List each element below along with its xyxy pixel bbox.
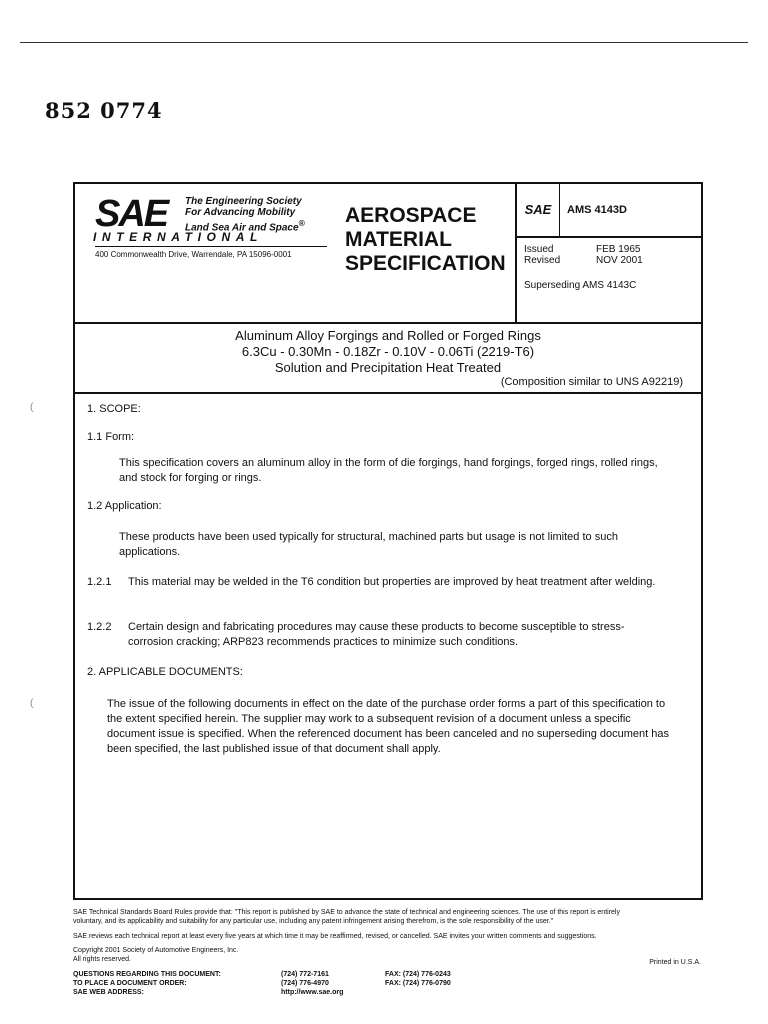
contact-label: SAE WEB ADDRESS: [73,989,144,996]
sae-logo-mark: SAE [95,193,168,235]
document-number: 852 0774 [45,98,163,123]
clause-number: 1.2.2 [87,621,112,633]
spec-title [345,204,515,276]
clause-text: Certain design and fabricating procedures may cause these products to become susceptible to stress-corrosion cracking; ARP823 recommends practices to minimize such conditions. [128,621,625,648]
logo-divider [95,246,327,247]
spec-info-block [515,184,703,322]
contact-label: TO PLACE A DOCUMENT ORDER: [73,980,187,987]
footer-rules-line: SAE Technical Standards Board Rules provide that: "This report is published by SAE to advance the state of technical and engineering sciences. The use of this report is entirely [73,909,620,916]
revised-label: Revised [524,255,561,266]
contact-phone: (724) 772-7161 [281,971,329,978]
top-scan-rule [20,42,748,43]
material-title: Aluminum Alloy Forgings and Rolled or Forged Rings [235,328,541,343]
spec-title-line: AEROSPACE [345,204,477,227]
footer-rules-line: voluntary, and its applicability and suitability for any particular use, including any patent infringement arising therefrom, is the sole responsibility of the user." [73,918,554,925]
title-block [75,324,701,394]
tagline-line: For Advancing Mobility [185,207,296,218]
header-row [75,184,701,324]
section-heading-application: 1.2 Application: [87,500,162,512]
contact-fax: FAX: (724) 776-0790 [385,980,451,987]
web-address-link[interactable]: http://www.sae.org [281,989,344,996]
sae-address: 400 Commonwealth Drive, Warrendale, PA 15096-0001 [95,250,292,259]
spec-title-line: MATERIAL [345,228,452,251]
issued-date: FEB 1965 [596,244,641,255]
margin-punch-mark: ( [30,402,34,413]
sae-international-wordmark: INTERNATIONAL [93,230,263,244]
form-paragraph: This specification covers an aluminum alloy in the form of die forgings, hand forgings, forged rings, rolled rings, and stock for forging or rings. [119,457,658,484]
specification-frame [73,182,703,900]
registered-mark: ® [298,218,305,228]
section-heading-applicable-documents: 2. APPLICABLE DOCUMENTS: [87,666,243,678]
heat-treatment: Solution and Precipitation Heat Treated [274,360,502,375]
clause-text: This material may be welded in the T6 condition but properties are improved by heat treatment after welding. [128,576,656,588]
superseding-note: Superseding AMS 4143C [524,280,637,291]
revised-date: NOV 2001 [596,255,643,266]
section-heading-scope: 1. SCOPE: [87,403,141,415]
applicable-documents-paragraph: The issue of the following documents in effect on the date of the purchase order forms a part of this specification to the extent specified herein. The supplier may work to a subsequent revision of a document unless a specific document issue is specified. When the referenced document has been canceled and no superseding document has been specified, the last published issue of that document shall apply. [107,698,669,755]
issued-label: Issued [524,244,554,255]
spec-title-line: SPECIFICATION [345,252,506,275]
contact-label: QUESTIONS REGARDING THIS DOCUMENT: [73,971,221,978]
application-paragraph: These products have been used typically for structural, machined parts but usage is not limited to such applications. [119,531,618,558]
composition-formula: 6.3Cu - 0.30Mn - 0.18Zr - 0.10V - 0.06Ti (2219-T6) [241,344,535,359]
ams-number-row [517,184,703,238]
margin-punch-mark: ( [30,698,34,709]
footer-review-line: SAE reviews each technical report at least every five years at which time it may be reaffirmed, revised, or cancelled. SAE invites your written comments and suggestions. [73,933,597,940]
footer-rights: All rights reserved. [73,956,131,963]
sae-tagline [185,196,345,233]
clause-number: 1.2.1 [87,576,112,588]
contact-fax: FAX: (724) 776-0243 [385,971,451,978]
printed-location: Printed in U.S.A. [649,959,701,966]
ams-number: AMS 4143D [567,204,627,216]
footer-copyright: Copyright 2001 Society of Automotive Engineers, Inc. [73,947,239,954]
uns-composition-note: (Composition similar to UNS A92219) [500,376,683,388]
section-heading-form: 1.1 Form: [87,431,135,443]
contact-phone: (724) 776-4970 [281,980,329,987]
sae-small-logo: SAE [517,184,560,236]
tagline-line: The Engineering Society [185,196,302,207]
tagline-text: Land Sea Air and Space [185,222,299,234]
